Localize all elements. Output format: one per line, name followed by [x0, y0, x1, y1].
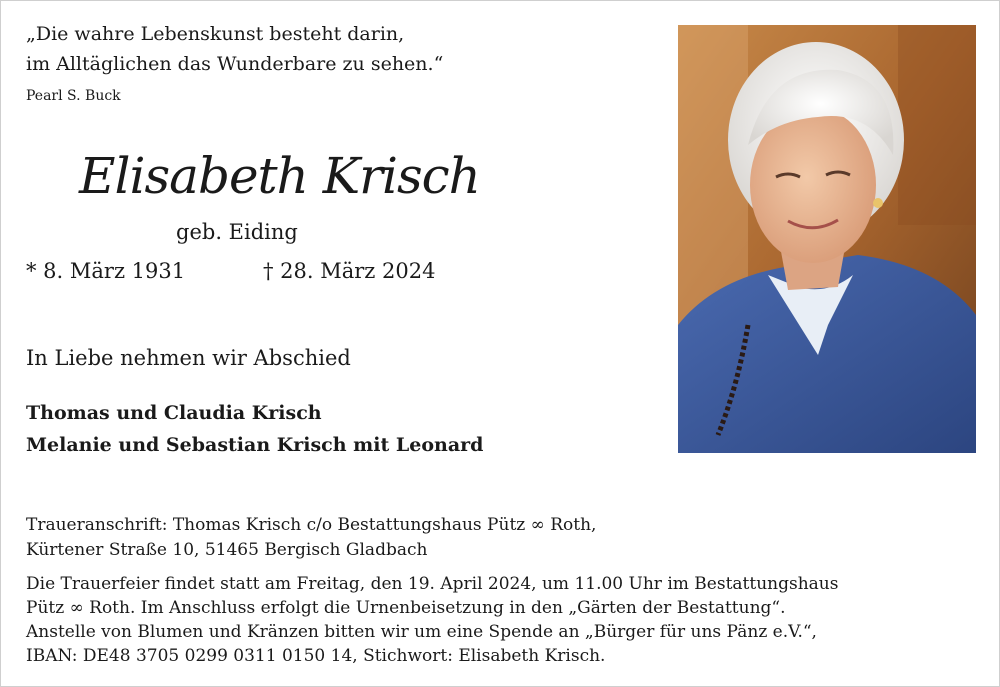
- portrait-photo: [678, 25, 976, 453]
- notice-line-3: Anstelle von Blumen und Kränzen bitten wir um eine Spende an „Bürger für uns Pänz e.V.“,: [26, 622, 817, 642]
- address-line-2: Kürtener Straße 10, 51465 Bergisch Gladbach: [26, 540, 428, 560]
- family-list: [26, 397, 483, 461]
- notice-line-1: Die Trauerfeier findet statt am Freitag, den 19. April 2024, um 11.00 Uhr im Bestattungshaus: [26, 574, 839, 594]
- quote-line-2: im Alltäglichen das Wunderbare zu sehen.“: [26, 53, 444, 75]
- portrait-illustration: [678, 25, 976, 453]
- deceased-name: Elisabeth Krisch: [79, 147, 480, 205]
- birth-name: geb. Eiding: [176, 220, 298, 244]
- quote-author: Pearl S. Buck: [26, 88, 121, 104]
- quote-line-1: „Die wahre Lebenskunst besteht darin,: [26, 23, 405, 45]
- notice-line-4: IBAN: DE48 3705 0299 0311 0150 14, Stichwort: Elisabeth Krisch.: [26, 646, 606, 666]
- address-line-1: Traueranschrift: Thomas Krisch c/o Bestattungshaus Pütz ∞ Roth,: [26, 515, 597, 535]
- farewell-text: In Liebe nehmen wir Abschied: [26, 346, 351, 370]
- notice-line-2: Pütz ∞ Roth. Im Anschluss erfolgt die Urnenbeisetzung in den „Gärten der Bestattung“.: [26, 598, 786, 618]
- family-line: Thomas und Claudia Krisch: [26, 402, 322, 424]
- birth-date: * 8. März 1931: [26, 259, 186, 283]
- funeral-notice: [26, 572, 838, 668]
- quote: [26, 19, 443, 79]
- death-date: † 28. März 2024: [263, 259, 436, 283]
- mourning-address: [26, 513, 596, 563]
- family-line: Melanie und Sebastian Krisch mit Leonard: [26, 434, 484, 456]
